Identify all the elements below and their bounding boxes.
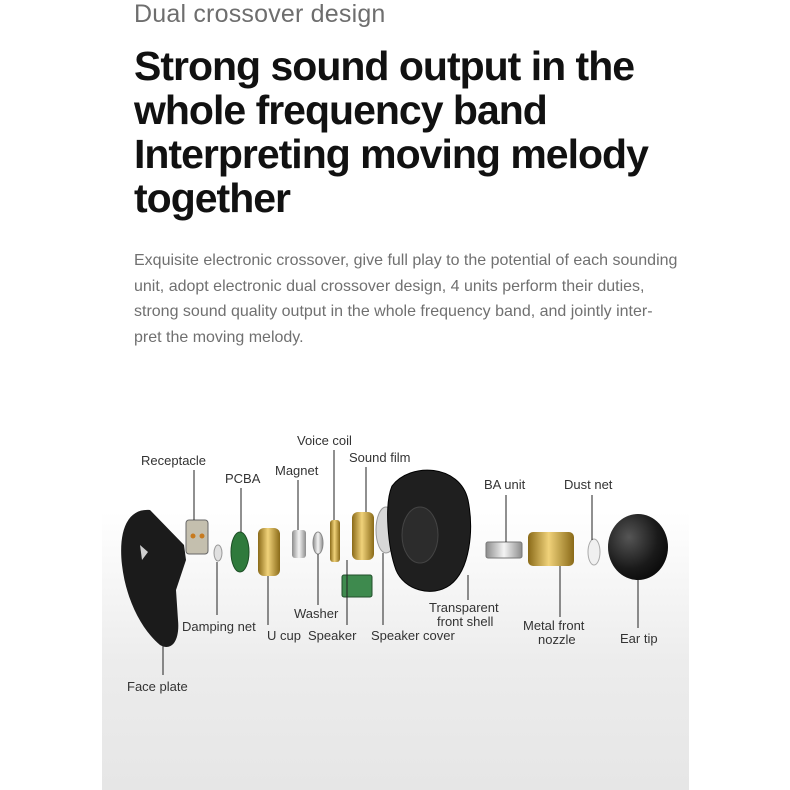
dust-net-part bbox=[588, 539, 600, 565]
label-face-plate: Face plate bbox=[127, 679, 188, 694]
face-plate-part bbox=[121, 510, 186, 647]
u-cup-part bbox=[258, 528, 280, 576]
label-voice-coil: Voice coil bbox=[297, 433, 352, 448]
label-transparent-front-shell: Transparent bbox=[429, 600, 499, 615]
metal-front-nozzle-part bbox=[528, 532, 574, 566]
label-damping-net: Damping net bbox=[182, 619, 256, 634]
label-receptacle: Receptacle bbox=[141, 453, 207, 468]
description-line: pret the moving melody. bbox=[134, 328, 304, 346]
label-metal-front-nozzle-2: nozzle bbox=[538, 632, 576, 647]
receptacle-part bbox=[186, 520, 208, 554]
damping-net-part bbox=[214, 545, 222, 561]
label-transparent-front-shell-2: front shell bbox=[437, 614, 494, 629]
section-subtitle: Dual crossover design bbox=[134, 0, 386, 28]
headline-line: whole frequency band bbox=[134, 87, 547, 133]
headline-line: Strong sound output in the bbox=[134, 43, 635, 89]
pcba-part bbox=[231, 532, 249, 572]
ba-unit-part bbox=[486, 542, 522, 558]
voice-coil-part bbox=[330, 520, 340, 562]
receptacle-pin bbox=[191, 534, 196, 539]
label-ba-unit: BA unit bbox=[484, 477, 526, 492]
ear-tip-part bbox=[608, 514, 668, 580]
description-line: strong sound quality output in the whole frequency band, and jointly inter- bbox=[134, 303, 653, 320]
label-ear-tip: Ear tip bbox=[620, 631, 658, 646]
headline-line: Interpreting moving melody bbox=[134, 131, 648, 177]
description-line: Exquisite electronic crossover, give full play to the potential of each sounding bbox=[134, 252, 678, 269]
headline-line: together bbox=[134, 175, 290, 221]
label-pcba: PCBA bbox=[225, 471, 261, 486]
receptacle-pin bbox=[200, 534, 205, 539]
label-magnet: Magnet bbox=[275, 463, 319, 478]
shell-port bbox=[402, 507, 438, 563]
washer-part bbox=[313, 532, 323, 554]
description-line: unit, adopt electronic dual crossover design, 4 units perform their duties, bbox=[134, 277, 645, 295]
magnet-part bbox=[292, 530, 306, 558]
label-sound-film: Sound film bbox=[349, 450, 411, 465]
label-u-cup: U cup bbox=[267, 628, 301, 643]
label-speaker: Speaker bbox=[308, 628, 357, 643]
speaker-part bbox=[352, 512, 374, 560]
label-metal-front-nozzle: Metal front bbox=[523, 618, 585, 633]
label-dust-net: Dust net bbox=[564, 477, 613, 492]
label-washer: Washer bbox=[294, 606, 339, 621]
label-speaker-cover: Speaker cover bbox=[371, 628, 455, 643]
